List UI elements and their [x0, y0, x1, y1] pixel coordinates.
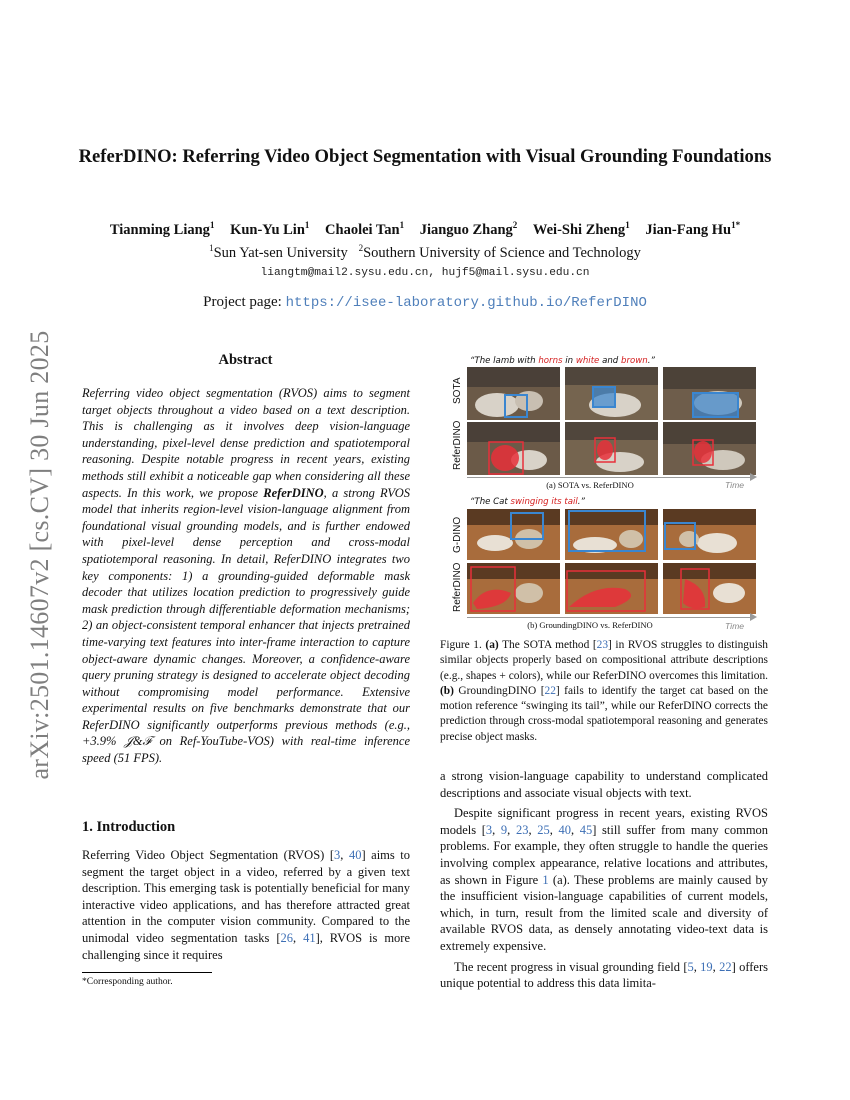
figure-quote-a: “The lamb with horns in white and brown.”	[470, 356, 655, 366]
author: Chaolei Tan$^1$	[325, 220, 405, 238]
paragraph: a strong vision-language capability to understand complicated descriptions and associate visual objects with text.	[440, 769, 768, 800]
project-page: Project page: https://isee-laboratory.github.io/ReferDINO	[203, 294, 647, 311]
footnote: *Corresponding author.	[82, 976, 173, 987]
lamb-frame-referdino-3	[663, 422, 756, 475]
figure-ref-link[interactable]: 1	[542, 872, 549, 887]
author: Jianguo Zhang$^2$	[419, 220, 518, 238]
author-emails: liangtm@mail2.sysu.edu.cn, hujf5@mail.sysu.edu.cn	[260, 267, 590, 279]
row-label-referdino-b: ReferDINO	[452, 562, 463, 612]
time-label-b: Time	[725, 621, 745, 631]
author: Kun-Yu Lin$^1$	[230, 220, 310, 238]
cat-frame-referdino-2	[565, 563, 658, 614]
model-name: ReferDINO	[263, 485, 324, 500]
citation-link[interactable]: 19	[700, 959, 713, 974]
time-arrowhead-a	[750, 473, 757, 481]
time-label-a: Time	[725, 480, 745, 490]
lamb-frame-sota-1	[467, 367, 560, 420]
author: Tianming Liang$^1$	[109, 220, 215, 238]
citation-link[interactable]: 3	[485, 822, 493, 837]
row-label-referdino-a: ReferDINO	[452, 420, 463, 470]
citation-link[interactable]: 40	[348, 848, 362, 862]
citation-link[interactable]: 45	[579, 822, 593, 837]
citation-link[interactable]: 40	[558, 822, 571, 837]
author-list	[40, 222, 810, 239]
citation-link[interactable]: 5	[687, 959, 694, 974]
author: Jian-Fang $Hu^{1*}$	[645, 220, 741, 238]
paragraph: Despite significant progress in recent years, existing RVOS models [3, 9, 23, 25, 40, 45] still suffer from many common problems. For example, they often struggle to handle the queries involving complex appearance, relative locations and attributes, as shown in Figure 1 (a). These problems are mainly caused by the insufficient vision-language capabilities of current models, which, in turn, result from the limited scale and diversity of available RVOS data, as densely annotating video-text data is extremely expensive.	[440, 806, 769, 953]
arxiv-stamp: arXiv:2501.14607v2 [cs.CV] 30 Jun 2025	[25, 330, 54, 780]
citation-link[interactable]: 25	[537, 822, 550, 837]
time-arrowhead-b	[750, 613, 757, 621]
paragraph: The recent progress in visual grounding field [5, 19, 22] offers unique potential to address this data limita-	[440, 959, 769, 991]
time-arrow-a	[467, 477, 750, 478]
citation-link[interactable]: 41	[303, 930, 316, 945]
project-url-link[interactable]: https://isee-laboratory.github.io/ReferDINO	[285, 295, 647, 311]
lamb-frame-referdino-2	[565, 422, 658, 475]
cat-frame-referdino-3	[663, 563, 756, 614]
citation-link[interactable]: 22	[544, 684, 556, 697]
row-label-sota: SOTA	[452, 377, 463, 404]
lamb-frame-referdino-1	[467, 422, 560, 475]
right-column-body	[440, 768, 768, 992]
lamb-frame-sota-2	[565, 367, 658, 420]
intro-paragraph: Referring Video Object Segmentation (RVOS) [3, 40] aims to segment the target object in a video, referred by a given text description. This emerging task is potentially beneficial for many interactive video applications, and has therefore attracted great attention in the computer vision community. Compared to the unimodal video segmentation tasks [26, 41], RVOS is more challenging since it requires	[82, 848, 411, 962]
lamb-frame-sota-3	[663, 367, 756, 420]
affiliations: $^1$Sun Yat-sen University $^2$Southern University of Science and Technology	[209, 243, 641, 261]
section-heading-introduction: 1. Introduction	[82, 819, 176, 835]
footnote-rule	[82, 972, 212, 973]
figure-caption: Figure 1. (a) The SOTA method [23] in RVOS struggles to distinguish similar objects properly based on compositional attribute descriptions (e.g., shapes + colors), while our ReferDINO overcomes this limitation. (b) GroundingDINO [22] fails to identify the target cat based on the motion reference “swinging its tail”, while our ReferDINO corrects the prediction through cross-modal spatiotemporal reasoning and generates precise object masks.	[440, 639, 768, 743]
citation-link[interactable]: 22	[719, 959, 732, 974]
cat-frame-gdino-3	[663, 509, 756, 560]
citation-link[interactable]: 3	[334, 848, 341, 862]
cat-frame-gdino-1	[467, 509, 560, 560]
subcaption-a: (a) SOTA vs. ReferDINO	[546, 480, 634, 490]
subcaption-b: (b) GroundingDINO vs. ReferDINO	[527, 620, 653, 630]
citation-link[interactable]: 23	[596, 639, 609, 651]
cat-frame-referdino-1	[467, 563, 560, 614]
cat-frame-gdino-2	[565, 509, 658, 560]
author: Wei-Shi Zheng$^1$	[532, 220, 630, 238]
abstract-heading: Abstract	[218, 352, 273, 368]
time-arrow-b	[467, 617, 750, 618]
figure-quote-b: “The Cat swinging its tail.”	[470, 497, 585, 507]
citation-link[interactable]: 26	[280, 930, 294, 945]
citation-link[interactable]: 23	[515, 822, 529, 837]
paper-title: ReferDINO: Referring Video Object Segmentation with Visual Grounding Foundations	[78, 146, 772, 167]
abstract-body: Referring video object segmentation (RVOS) aims to segment target objects throughout a video based on a text description. This is challenging as it involves deep vision-language understanding, pixel-level dense prediction and spatiotemporal reasoning. Despite notable progress in recent years, existing methods still exhibit a noticeable gap when considering all these aspects. In this work, we propose ReferDINO, a strong RVOS model that inherits region-level vision-language alignment from foundational visual grounding models, and is further endowed with pixel-level dense perception and cross-modal spatiotemporal reasoning. In detail, ReferDINO integrates two key components: 1) a grounding-guided deformable mask decoder that utilizes location prediction to progressively guide mask prediction through differentiable deformation mechanisms; 2) an object-consistent temporal enhancer that injects pretrained time-varying text features into inter-frame interaction to capture object-aware dynamic changes. Moreover, a confidence-aware query pruning strategy is designed to accelerate object decoding without compromising model performance. Extensive experimental results on five benchmarks demonstrate that our ReferDINO significantly outperforms previous methods (e.g., +3.9% 𝒥&ℱ on Ref-YouTube-VOS) with real-time inference speed (51 FPS).	[82, 386, 410, 766]
citation-link[interactable]: 9	[500, 822, 508, 837]
row-label-gdino: G-DINO	[452, 516, 463, 553]
